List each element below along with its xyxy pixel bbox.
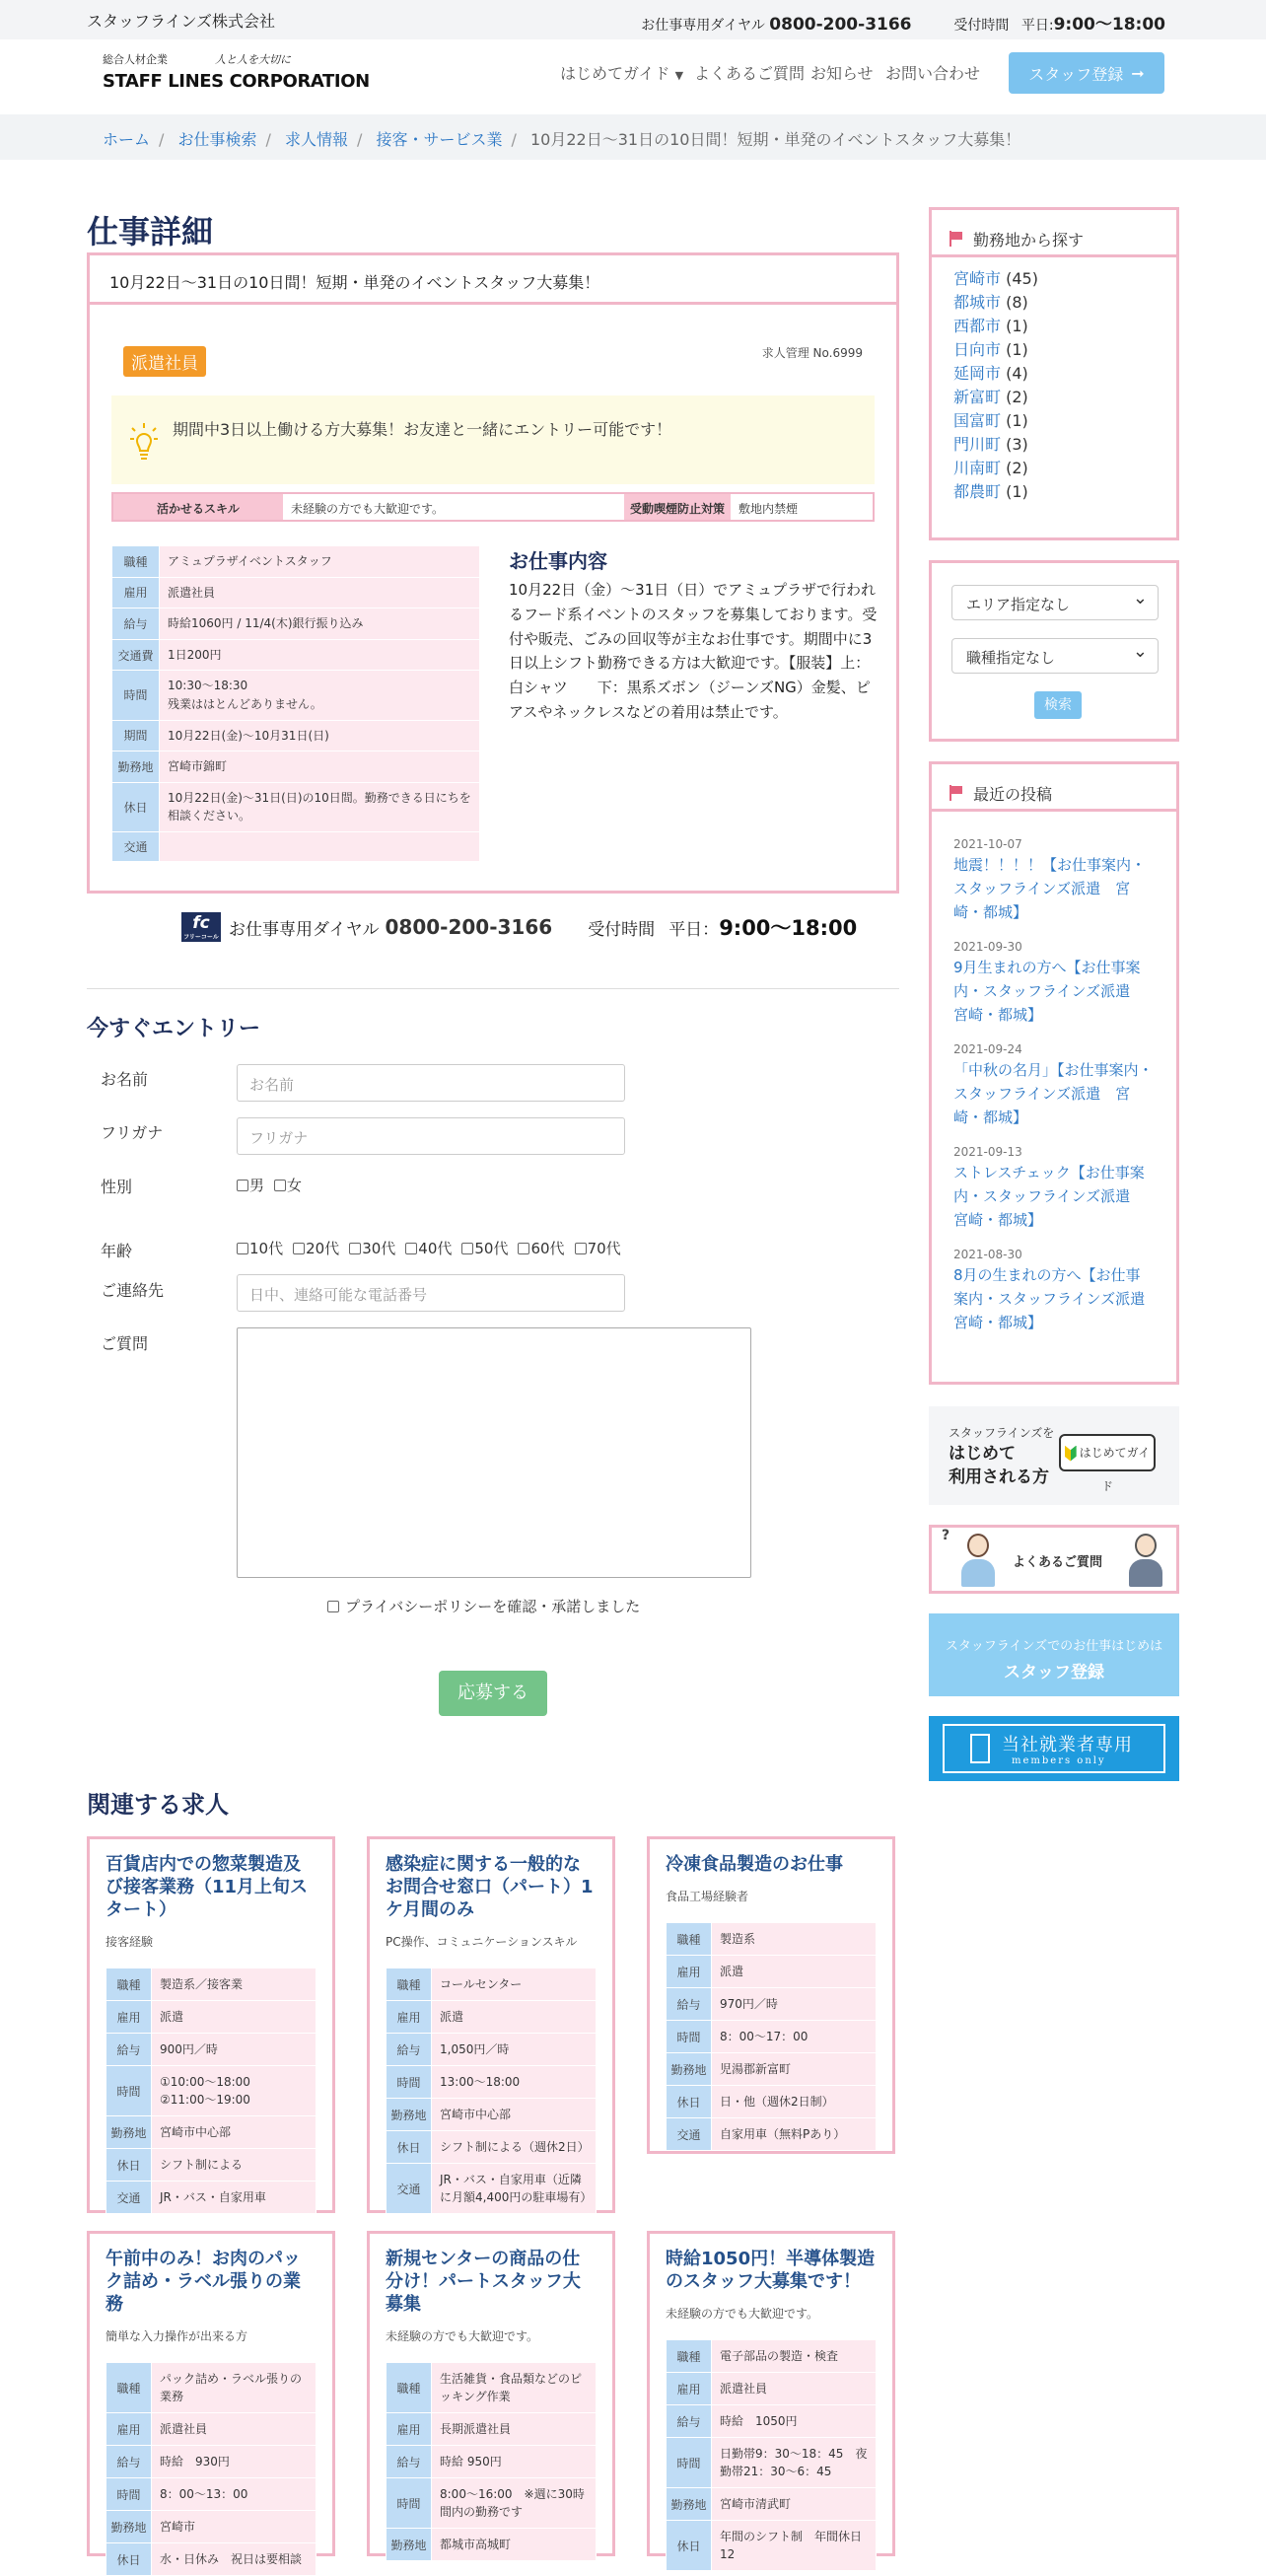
area-list xyxy=(932,257,1176,512)
table-row: 勤務地 宮崎市中心部 xyxy=(106,2116,316,2149)
entry-heading: 今すぐエントリー xyxy=(87,1017,261,1041)
breadcrumb-job-search[interactable]: お仕事検索 xyxy=(177,130,257,149)
skill-value: 未経験の方でも大歓迎です。 xyxy=(283,494,624,520)
flag-icon xyxy=(950,231,963,247)
table-row: 給与 時給 950円 xyxy=(387,2446,597,2478)
table-row: 職種 生活雑貨・食品類などのピッキング作業 xyxy=(387,2363,597,2413)
table-row: 交通 JR・バス・自家用車 xyxy=(106,2182,316,2214)
area-item: 西都市 (1) xyxy=(953,317,1028,335)
search-button[interactable]: 検索 xyxy=(1034,691,1082,719)
breadcrumb: ホーム / お仕事検索 / 求人情報 / 接客・サービス業 / 10月22日〜31日の10日間！短期・単発のイベントスタッフ大募集！ xyxy=(0,114,1266,160)
age-checkbox[interactable]: 50代 xyxy=(461,1238,508,1258)
card-sub: 未経験の方でも大歓迎です。 xyxy=(666,2307,819,2322)
chevron-down-icon: ▼ xyxy=(674,69,684,82)
tel-hours: 9:00〜18:00 xyxy=(719,916,858,940)
area-item: 日向市 (1) xyxy=(953,340,1028,359)
table-row: 雇用 派遣社員 xyxy=(667,2373,877,2405)
divider xyxy=(87,988,899,989)
table-row: 勤務地 宮崎市中心部 xyxy=(387,2099,597,2131)
freecall-icon: fc フリーコール xyxy=(181,912,221,942)
job-detail-box xyxy=(87,252,899,894)
related-job-card[interactable] xyxy=(367,2231,615,2556)
skill-label: 活かせるスキル xyxy=(113,494,283,520)
card-table xyxy=(386,1968,597,2214)
privacy-checkbox[interactable] xyxy=(327,1601,339,1612)
recent-posts-box xyxy=(929,761,1179,1385)
smoke-value: 敷地内禁煙 xyxy=(731,494,873,520)
members-only-banner[interactable]: 当社就業者専用 members only xyxy=(929,1716,1179,1781)
area-select[interactable]: エリア指定なし ⌄ xyxy=(951,585,1159,620)
area-item: 川南町 (2) xyxy=(953,459,1028,477)
table-row: 時間 8：00〜17：00 xyxy=(667,2021,877,2053)
lightbulb-icon xyxy=(129,421,159,465)
top-strip xyxy=(0,0,1266,39)
kana-input[interactable]: フリガナ xyxy=(237,1117,625,1155)
age-checkbox[interactable]: 60代 xyxy=(518,1238,564,1258)
related-job-card[interactable] xyxy=(87,1836,335,2213)
table-row: 給与 900円／時 xyxy=(106,2034,316,2066)
logo-tagline: 総合人材企業 人と人を大切に xyxy=(103,53,291,66)
arrow-right-icon: ➞ xyxy=(1131,63,1145,83)
card-table xyxy=(106,1968,316,2214)
age-checkbox[interactable]: 10代 xyxy=(237,1238,283,1258)
table-row: 休日 年間のシフト制 年間休日12 xyxy=(667,2521,877,2571)
staff-register-button[interactable] xyxy=(1009,52,1164,94)
privacy-label: プライバシーポリシーを確認・承諾しました xyxy=(345,1598,641,1615)
table-row: 交通費 1日200円 xyxy=(112,639,480,671)
page-title: 仕事詳細 xyxy=(87,213,214,250)
table-row: 勤務地 宮崎市 xyxy=(106,2511,316,2543)
table-row: 職種 電子部品の製造・検査 xyxy=(667,2340,877,2373)
table-row: 時間 8：00〜13：00 xyxy=(106,2478,316,2511)
post-item: 2021-09-13 ストレスチェック【お仕事案内・スタッフラインズ派遣 宮崎・都城】 xyxy=(953,1145,1146,1229)
table-row: 雇用 派遣 xyxy=(106,2001,316,2034)
nav-guide[interactable]: はじめてガイド ▼ xyxy=(560,64,684,83)
card-title[interactable]: 冷凍食品製造のお仕事 xyxy=(666,1854,843,1875)
table-row: 交通 自家用車（無料Pあり） xyxy=(667,2118,877,2151)
table-row: 職種 アミュプラザイベントスタッフ xyxy=(112,546,480,578)
area-item: 新富町 (2) xyxy=(953,388,1028,406)
related-heading: 関連する求人 xyxy=(87,1791,229,1819)
area-item: 宮崎市 (45) xyxy=(953,269,1038,288)
post-item: 2021-09-30 9月生まれの方へ【お仕事案内・スタッフラインズ派遣 宮崎・都城】 xyxy=(953,940,1146,1024)
age-checks xyxy=(237,1238,621,1258)
job-title: 10月22日〜31日の10日間！短期・単発のイベントスタッフ大募集！ xyxy=(90,255,896,305)
table-row: 時間 ①10:00〜18:00 ②11:00〜19:00 xyxy=(106,2066,316,2116)
related-job-card[interactable] xyxy=(647,1836,895,2154)
skill-row xyxy=(111,492,875,522)
table-row: 給与 時給1060円 / 11/4(木)銀行振り込み xyxy=(112,608,480,640)
table-row: 交通 JR・バス・自家用車（近隣に月額4,400円の駐車場有） xyxy=(387,2164,597,2214)
area-item: 門川町 (3) xyxy=(953,435,1028,454)
first-time-guide-banner[interactable]: スタッフラインズを はじめて 利用される方 はじめてガイド xyxy=(929,1406,1179,1505)
employment-badge: 派遣社員 xyxy=(123,346,206,377)
card-title[interactable]: 時給1050円！半導体製造のスタッフ大募集です！ xyxy=(666,2249,876,2293)
related-job-card[interactable] xyxy=(367,1836,615,2213)
card-table xyxy=(386,2362,597,2561)
beginner-guide-badge: はじめてガイド xyxy=(1059,1434,1156,1471)
card-title[interactable]: 感染症に関する一般的なお問合せ窓口（パート）1ケ月間のみ xyxy=(386,1854,594,1921)
apply-button[interactable]: 応募する xyxy=(439,1671,547,1716)
card-sub: 簡単な入力操作が出来る方 xyxy=(106,2329,248,2344)
dial-number: 0800-200-3166 xyxy=(769,15,912,35)
card-title[interactable]: 百貨店内での惣菜製造及び接客業務（11月上旬スタート） xyxy=(106,1854,309,1921)
table-row: 職種 製造系／接客業 xyxy=(106,1968,316,2001)
table-row: 勤務地 都城市高城町 xyxy=(387,2529,597,2561)
table-row: 雇用 派遣社員 xyxy=(106,2413,316,2446)
card-sub: PC操作、コミュニケーションスキル xyxy=(386,1935,578,1950)
kana-label: フリガナ xyxy=(101,1123,164,1142)
table-row: 給与 時給 930円 xyxy=(106,2446,316,2478)
job-spec-table xyxy=(111,545,480,862)
card-title[interactable]: 午前中のみ！お肉のパック詰め・ラベル張りの業務 xyxy=(106,2249,301,2316)
table-row: 勤務地 宮崎市錦町 xyxy=(112,751,480,783)
card-title[interactable]: 新規センターの商品の仕分け！パートスタッフ大募集 xyxy=(386,2249,581,2316)
card-table xyxy=(106,2362,316,2576)
name-label: お名前 xyxy=(101,1070,149,1089)
related-job-card[interactable] xyxy=(647,2231,895,2562)
card-sub: 接客経験 xyxy=(106,1935,154,1950)
woman-illustration-icon xyxy=(959,1534,995,1589)
hours-value: 9:00〜18:00 xyxy=(1053,15,1165,35)
post-item: 2021-10-07 地震！！！！【お仕事案内・スタッフラインズ派遣 宮崎・都城】 xyxy=(953,837,1147,921)
area-heading: 勤務地から探す xyxy=(932,210,1176,257)
table-row: 期間 10月22日(金)〜10月31日(日) xyxy=(112,720,480,751)
smoke-label: 受動喫煙防止対策 xyxy=(624,494,731,520)
card-sub: 未経験の方でも大歓迎です。 xyxy=(386,2329,539,2344)
question-textarea[interactable] xyxy=(237,1327,751,1578)
table-row: 休日 10月22日(金)〜31日(日)の10日間。勤務できる日にちを相談ください。 xyxy=(112,782,480,831)
table-row: 交通 xyxy=(112,831,480,861)
flag-icon xyxy=(950,785,963,801)
age-checkbox[interactable]: 20代 xyxy=(293,1238,339,1258)
table-row: 休日 シフト制による xyxy=(106,2149,316,2182)
table-row: 雇用 派遣 xyxy=(387,2001,597,2034)
door-icon xyxy=(970,1734,990,1763)
breadcrumb-current: 10月22日〜31日の10日間！短期・単発のイベントスタッフ大募集！ xyxy=(530,130,1021,149)
contact-input[interactable]: 日中、連絡可能な電話番号 xyxy=(237,1274,625,1312)
register-label: スタッフ登録 xyxy=(1028,64,1124,84)
beginner-mark-icon xyxy=(1065,1446,1077,1462)
breadcrumb-home[interactable]: ホーム xyxy=(103,130,151,149)
card-table xyxy=(666,1922,877,2151)
contact-label: ご連絡先 xyxy=(101,1281,165,1300)
card-sub: 食品工場経験者 xyxy=(666,1890,749,1904)
age-checkbox[interactable]: 70代 xyxy=(575,1238,621,1258)
hours-label: 受付時間 xyxy=(953,18,1010,34)
age-label: 年齢 xyxy=(101,1242,133,1260)
tel-number[interactable]: 0800-200-3166 xyxy=(385,915,553,939)
table-row: 給与 1,050円／時 xyxy=(387,2034,597,2066)
table-row: 雇用 派遣 xyxy=(667,1956,877,1988)
nav-news[interactable]: お知らせ xyxy=(810,64,874,83)
job-type-select[interactable]: 職種指定なし ⌄ xyxy=(951,638,1159,674)
table-row: 雇用 派遣社員 xyxy=(112,577,480,608)
table-row: 休日 水・日休み 祝日は要相談 xyxy=(106,2543,316,2576)
post-list xyxy=(932,812,1176,1360)
faq-banner[interactable]: ? よくあるご質問 xyxy=(929,1525,1179,1594)
table-row: 時間 日勤帯9：30〜18：45 夜勤帯21：30〜6：45 xyxy=(667,2438,877,2488)
age-checkbox[interactable]: 30代 xyxy=(349,1238,395,1258)
hours-prefix: 平日: xyxy=(1020,18,1054,34)
area-item: 国富町 (1) xyxy=(953,411,1028,430)
table-row: 休日 シフト制による（週休2日） xyxy=(387,2131,597,2164)
gender-male-checkbox[interactable]: 男 xyxy=(237,1175,264,1195)
name-input[interactable]: お名前 xyxy=(237,1064,625,1102)
company-name: スタッフラインズ株式会社 xyxy=(87,12,276,31)
nav-contact[interactable]: お問い合わせ xyxy=(885,64,981,83)
table-row: 雇用 長期派遣社員 xyxy=(387,2413,597,2446)
question-mark-icon: ? xyxy=(942,1528,950,1543)
area-item: 延岡市 (4) xyxy=(953,364,1028,383)
logo-name: STAFF LINES CORPORATION xyxy=(103,71,370,92)
gender-female-checkbox[interactable]: 女 xyxy=(274,1175,302,1195)
nav-faq[interactable]: よくあるご質問 xyxy=(694,64,806,83)
breadcrumb-category[interactable]: 接客・サービス業 xyxy=(376,130,503,149)
card-table xyxy=(666,2339,877,2571)
area-item: 都農町 (1) xyxy=(953,482,1028,501)
table-row: 時間 8:00〜16:00 ※週に30時間内の勤務です xyxy=(387,2478,597,2529)
table-row: 勤務地 児湯郡新富町 xyxy=(667,2053,877,2086)
table-row: 時間 10:30〜18:30 残業ははとんどありません。 xyxy=(112,671,480,720)
tel-hours-prefix: 平日： xyxy=(668,919,720,940)
table-row: 職種 製造系 xyxy=(667,1923,877,1956)
table-row: 給与 時給 1050円 xyxy=(667,2405,877,2438)
post-item: 2021-08-30 8月の生まれの方へ【お仕事案内・スタッフラインズ派遣 宮崎・都城】 xyxy=(953,1248,1160,1331)
lead-text: 期間中3日以上働ける方大募集！お友達と一緒にエントリー可能です！ xyxy=(173,420,672,439)
tel-hours-label: 受付時間 xyxy=(588,919,656,940)
table-row: 給与 970円／時 xyxy=(667,1988,877,2021)
gender-label: 性別 xyxy=(101,1178,133,1196)
gender-checks xyxy=(237,1175,302,1195)
question-label: ご質問 xyxy=(101,1334,149,1353)
post-item: 2021-09-24 「中秋の名月」【お仕事案内・スタッフラインズ派遣 宮崎・都城】 xyxy=(953,1042,1154,1126)
breadcrumb-job-info[interactable]: 求人情報 xyxy=(285,130,349,149)
table-row: 勤務地 宮崎市清武町 xyxy=(667,2488,877,2521)
search-box xyxy=(929,560,1179,742)
job-content-body: 10月22日（金）〜31日（日）でアミュプラザで行われるフード系イベントのスタッフを募集しております。受付や販売、ごみの回収等が主なお仕事です。期間中に3日以上シフト勤務できる方は大歓迎です。【服装】上：白シャツ 下：黒系ズボン（ジーンズNG）金髪、ピアスやネックレスなどの着用は禁止です。 xyxy=(509,581,878,721)
table-row: 休日 日・他（週休2日制） xyxy=(667,2086,877,2118)
man-illustration-icon xyxy=(1127,1534,1162,1589)
lead-banner xyxy=(111,395,875,484)
posts-heading: 最近の投稿 xyxy=(932,764,1176,812)
top-contact-info xyxy=(641,10,1165,35)
management-number: 求人管理 No.6999 xyxy=(761,346,863,360)
tel-label: お仕事専用ダイヤル xyxy=(229,919,380,940)
table-row: 職種 コールセンター xyxy=(387,1968,597,2001)
age-checkbox[interactable]: 40代 xyxy=(405,1238,452,1258)
related-job-card[interactable] xyxy=(87,2231,335,2567)
area-search-box xyxy=(929,207,1179,540)
site-logo[interactable] xyxy=(103,49,370,97)
job-content-heading: お仕事内容 xyxy=(509,549,607,573)
staff-register-banner[interactable]: スタッフラインズでのお仕事はじめは スタッフ登録 xyxy=(929,1613,1179,1696)
table-row: 職種 パック詰め・ラベル張りの業務 xyxy=(106,2363,316,2413)
table-row: 時間 13:00〜18:00 xyxy=(387,2066,597,2099)
tel-row xyxy=(181,912,857,942)
privacy-consent[interactable] xyxy=(327,1596,640,1616)
dial-label: お仕事専用ダイヤル xyxy=(641,18,765,34)
area-item: 都城市 (8) xyxy=(953,293,1028,312)
